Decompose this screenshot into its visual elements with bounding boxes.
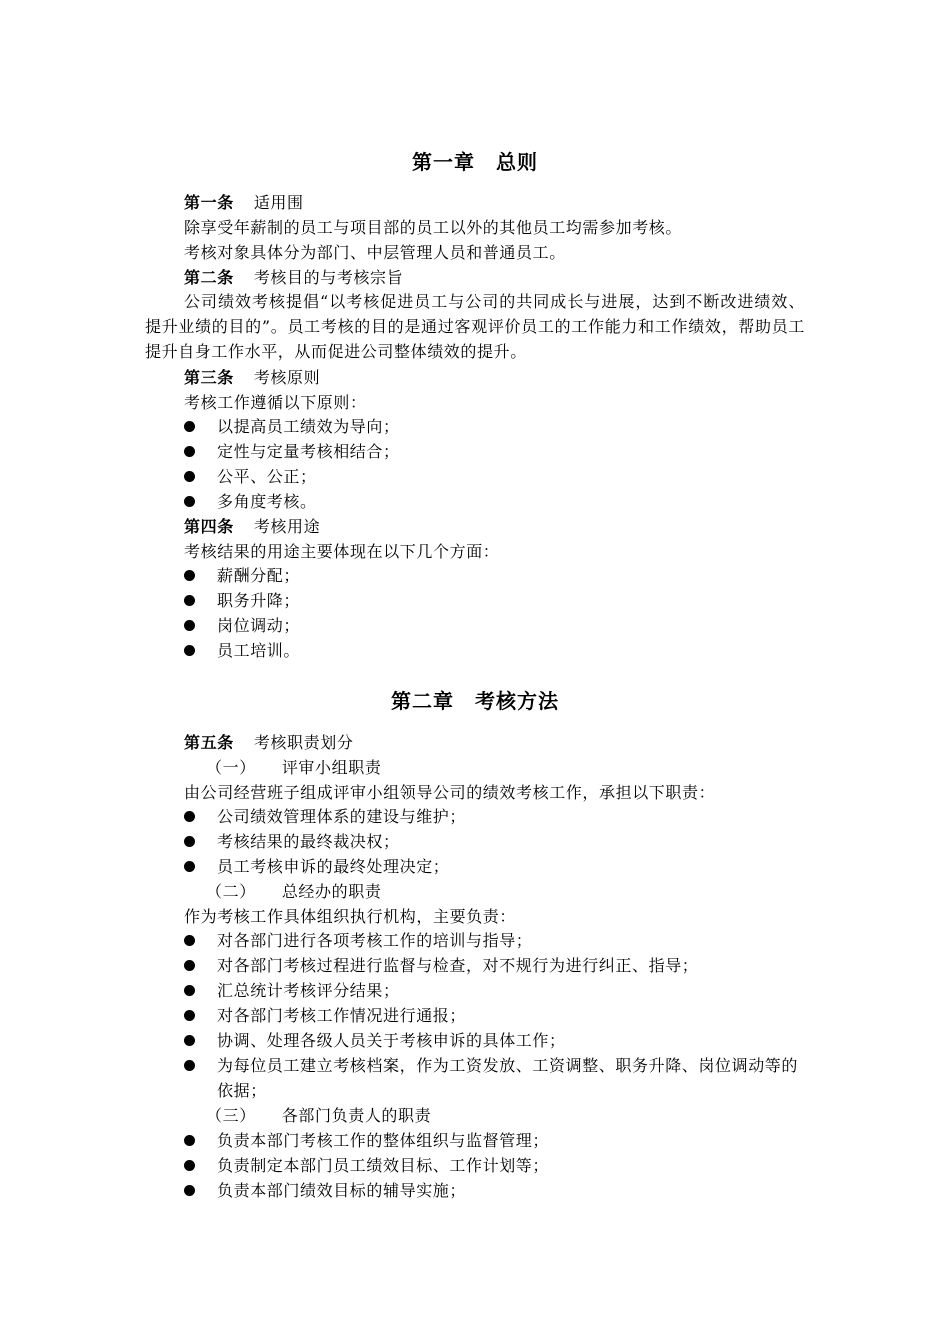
- section-2-heading: [206, 881, 381, 903]
- section-1-heading: [206, 757, 381, 779]
- bullet-icon: [184, 1035, 195, 1046]
- section-number: （一）: [206, 758, 256, 777]
- list-item: 为每位员工建立考核档案，作为工资发放、工资调整、职务升降、岗位调动等的依据；: [184, 1053, 809, 1103]
- list-item: 协调、处理各级人员关于考核申诉的具体工作；: [184, 1028, 809, 1053]
- list-item: 汇总统计考核评分结果；: [184, 978, 809, 1003]
- bullet-icon: [184, 861, 195, 872]
- list-item: 以提高员工绩效为导向；: [184, 414, 809, 439]
- list-item: 员工培训。: [184, 638, 809, 663]
- bullet-icon: [184, 811, 195, 822]
- list-item: 考核结果的最终裁决权；: [184, 829, 809, 854]
- list-item: 职务升降；: [184, 588, 809, 613]
- article-4-heading: [184, 516, 320, 538]
- bullet-icon: [184, 496, 195, 507]
- bullet-icon: [184, 985, 195, 996]
- bullet-icon: [184, 645, 195, 656]
- section-3-heading: [206, 1105, 431, 1127]
- chapter-2-title: 第二章 考核方法: [391, 689, 559, 713]
- bullet-icon: [184, 1060, 195, 1071]
- article-name: 适用围: [253, 193, 304, 212]
- list-item: 对各部门考核工作情况进行通报；: [184, 1003, 809, 1028]
- article-label: 第一条: [184, 193, 234, 212]
- bullet-icon: [184, 421, 195, 432]
- bullet-icon: [184, 446, 195, 457]
- section-number: （三）: [206, 1106, 256, 1125]
- bullet-icon: [184, 960, 195, 971]
- list-item: 负责本部门考核工作的整体组织与监督管理；: [184, 1128, 809, 1153]
- article-label: 第五条: [184, 733, 234, 752]
- section-1-intro: 由公司经营班子组成评审小组领导公司的绩效考核工作，承担以下职责：: [184, 783, 716, 802]
- bullet-icon: [184, 620, 195, 631]
- list-item: 对各部门进行各项考核工作的培训与指导；: [184, 928, 809, 953]
- bullet-icon: [184, 570, 195, 581]
- list-item: 薪酬分配；: [184, 563, 809, 588]
- article-label: 第二条: [184, 268, 234, 287]
- bullet-icon: [184, 471, 195, 482]
- article-3-heading: [184, 367, 320, 389]
- bullet-icon: [184, 1135, 195, 1146]
- bullet-icon: [184, 935, 195, 946]
- article-label: 第三条: [184, 368, 234, 387]
- bullet-icon: [184, 1185, 195, 1196]
- list-item: 对各部门考核过程进行监督与检查，对不规行为进行纠正、指导；: [184, 953, 809, 978]
- list-item: 公平、公正；: [184, 464, 809, 489]
- section-title: 总经办的职责: [281, 882, 382, 901]
- list-item: 多角度考核。: [184, 489, 809, 514]
- article-name: 考核原则: [253, 368, 321, 387]
- list-item: 公司绩效管理体系的建设与维护；: [184, 804, 809, 829]
- article-5-heading: [184, 732, 353, 754]
- list-item: 岗位调动；: [184, 613, 809, 638]
- article-4-intro: 考核结果的用途主要体现在以下几个方面：: [184, 542, 500, 561]
- article-1-line: 除享受年薪制的员工与项目部的员工以外的其他员工均需参加考核。: [184, 218, 683, 237]
- article-label: 第四条: [184, 517, 234, 536]
- bullet-icon: [184, 1160, 195, 1171]
- bullet-icon: [184, 595, 195, 606]
- bullet-icon: [184, 1010, 195, 1021]
- list-item: 定性与定量考核相结合；: [184, 439, 809, 464]
- list-item: 负责制定本部门员工绩效目标、工作计划等；: [184, 1153, 809, 1178]
- section-2-intro: 作为考核工作具体组织执行机构，主要负责：: [184, 907, 517, 926]
- chapter-1-title: 第一章 总则: [412, 150, 538, 174]
- section-number: （二）: [206, 882, 256, 901]
- bullet-icon: [184, 836, 195, 847]
- article-name: 考核目的与考核宗旨: [253, 268, 404, 287]
- article-3-intro: 考核工作遵循以下原则：: [184, 393, 367, 412]
- article-1-heading: [184, 192, 304, 214]
- article-1-line: 考核对象具体分为部门、中层管理人员和普通员工。: [184, 243, 566, 262]
- list-item: 员工考核申诉的最终处理决定；: [184, 854, 809, 879]
- article-2-paragraph: 公司绩效考核提倡“以考核促进员工与公司的共同成长与进展，达到不断改进绩效、提升业绩的目的”。员工考核的目的是通过客观评价员工的工作能力和工作绩效，帮助员工提升自身工作水平，从而促进公司整体绩效的提升。: [145, 292, 805, 361]
- article-2-heading: [184, 267, 403, 289]
- section-title: 评审小组职责: [281, 758, 382, 777]
- article-name: 考核职责划分: [253, 733, 354, 752]
- article-name: 考核用途: [253, 517, 321, 536]
- list-item: 负责本部门绩效目标的辅导实施；: [184, 1178, 809, 1203]
- section-title: 各部门负责人的职责: [281, 1106, 432, 1125]
